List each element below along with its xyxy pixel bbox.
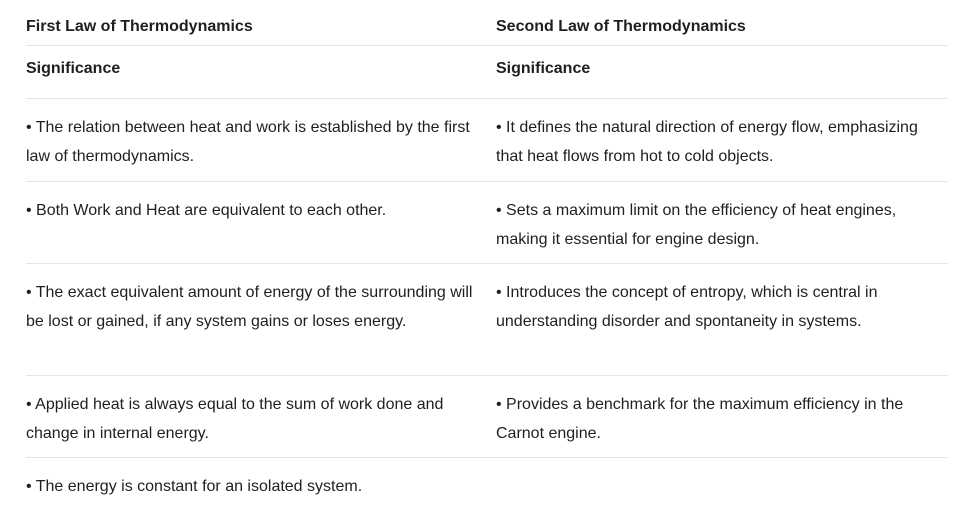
subheader-second-law: Significance <box>496 60 591 77</box>
table-cell: • It defines the natural direction of energy flow, emphasizing that heat flows from hot to cold objects. <box>496 119 918 165</box>
table-cell: • The relation between heat and work is established by the first law of thermodynamics. <box>26 119 470 165</box>
table-cell: • Both Work and Heat are equivalent to each other. <box>26 202 387 219</box>
table-cell: • The energy is constant for an isolated system. <box>26 478 363 495</box>
table-cell: • Sets a maximum limit on the efficiency of heat engines, making it essential for engine design. <box>496 202 897 248</box>
table-cell: • Provides a benchmark for the maximum efficiency in the Carnot engine. <box>496 396 904 442</box>
table-row <box>26 264 948 376</box>
table-row <box>26 182 948 264</box>
subheader-first-law: Significance <box>26 60 121 77</box>
header-row <box>26 0 948 46</box>
header-first-law: First Law of Thermodynamics <box>26 18 253 35</box>
comparison-table <box>26 0 948 508</box>
table-row <box>26 458 948 508</box>
table-cell: • Applied heat is always equal to the sum of work done and change in internal energy. <box>26 396 444 442</box>
subheader-row <box>26 46 948 99</box>
table-cell: • Introduces the concept of entropy, which is central in understanding disorder and spontaneity in systems. <box>496 284 878 330</box>
table-row <box>26 376 948 458</box>
header-second-law: Second Law of Thermodynamics <box>496 18 746 35</box>
table-row <box>26 99 948 182</box>
table-cell <box>496 472 948 494</box>
table-cell: • The exact equivalent amount of energy of the surrounding will be lost or gained, if any system gains or loses energy. <box>26 284 473 330</box>
